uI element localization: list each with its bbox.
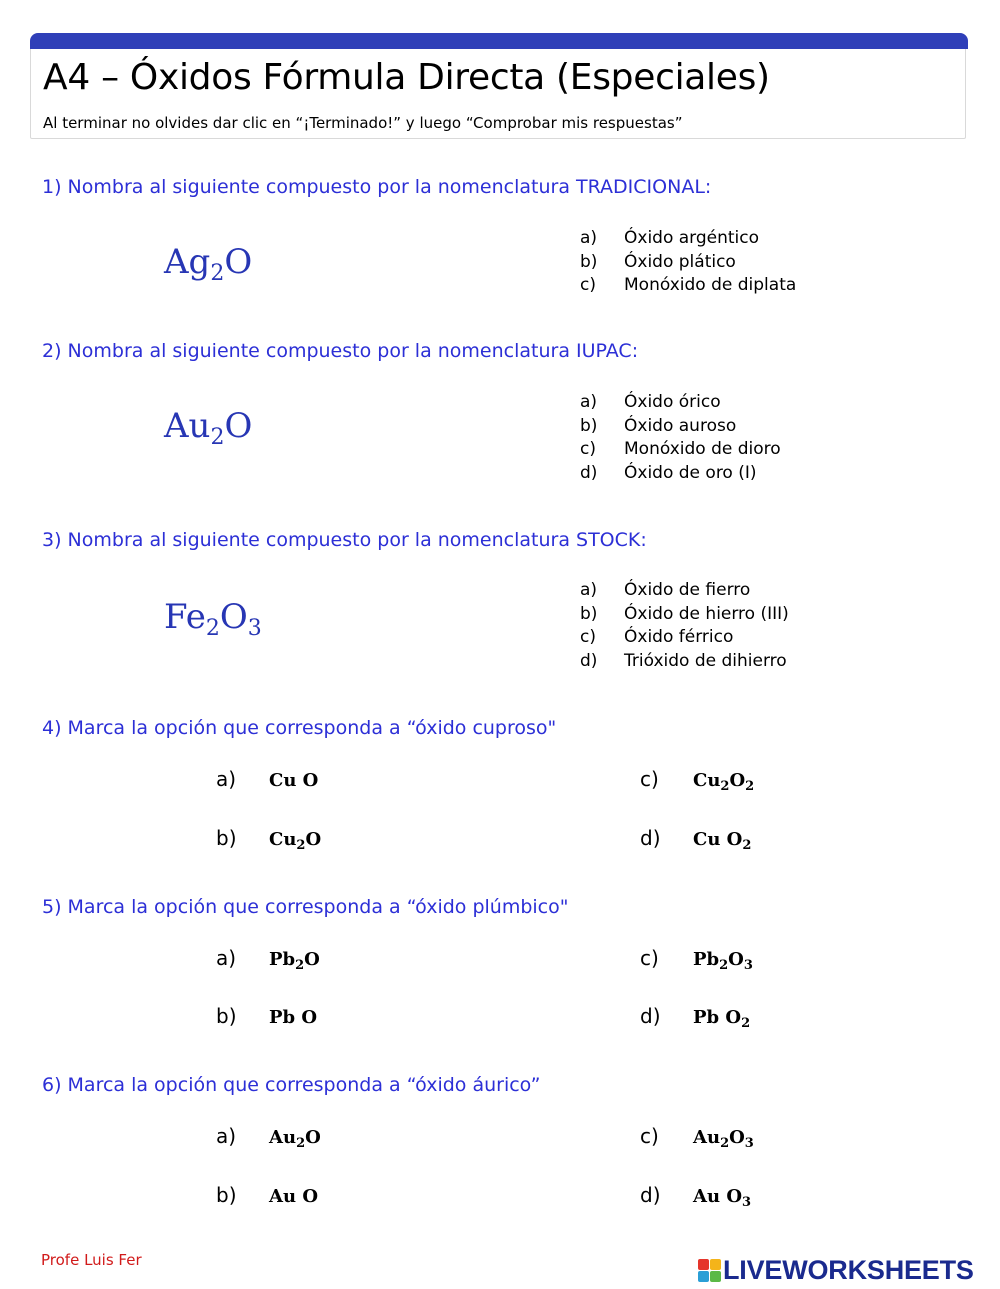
- question-1-formula: $Ag_2O$: [164, 242, 253, 286]
- question-4-prompt: 4) Marca la opción que corresponda a “óxido cuproso": [42, 717, 557, 739]
- question-1-option-b[interactable]: b) Óxido plático: [580, 251, 736, 272]
- question-2-option-a[interactable]: a) Óxido órico: [580, 392, 721, 412]
- question-2-option-b[interactable]: b) Óxido auroso: [580, 415, 737, 436]
- question-2-prompt: 2) Nombra al siguiente compuesto por la nomenclatura IUPAC:: [42, 340, 639, 362]
- question-5-choice-b[interactable]: b) Pb O: [216, 1004, 318, 1028]
- question-5-prompt: 5) Marca la opción que corresponda a “óxido plúmbico": [42, 896, 569, 918]
- question-3-option-b[interactable]: b) Óxido de hierro (III): [580, 603, 789, 624]
- question-2-formula: $Au_2O$: [164, 406, 253, 450]
- question-4-choice-c[interactable]: c) $Cu_2O_2$: [640, 767, 755, 794]
- page-subtitle: Al terminar no olvides dar clic en “¡Terminado!” y luego “Comprobar mis respuestas”: [43, 114, 683, 132]
- question-1-option-c[interactable]: c) Monóxido de diplata: [580, 275, 797, 295]
- question-3-option-a[interactable]: a) Óxido de fierro: [580, 580, 751, 600]
- question-6-prompt: 6) Marca la opción que corresponda a “óxido áurico”: [42, 1074, 541, 1096]
- question-5-choice-d[interactable]: d) Pb $O_2$: [640, 1004, 751, 1031]
- question-3-prompt: 3) Nombra al siguiente compuesto por la nomenclatura STOCK:: [42, 529, 647, 551]
- question-6-choice-b[interactable]: b) Au O: [216, 1183, 318, 1207]
- question-3-option-c[interactable]: c) Óxido férrico: [580, 627, 734, 647]
- question-5-choice-a[interactable]: a) $Pb_2O$: [216, 946, 320, 973]
- question-2-option-c[interactable]: c) Monóxido de dioro: [580, 439, 781, 459]
- question-2-option-d[interactable]: d) Óxido de oro (I): [580, 462, 757, 483]
- question-3-option-d[interactable]: d) Trióxido de dihierro: [580, 650, 787, 671]
- worksheet-header: [30, 33, 966, 139]
- liveworksheets-logo-icon: [698, 1259, 721, 1282]
- question-3-formula: $Fe_2O_3$: [164, 597, 262, 641]
- question-1-options: [580, 228, 796, 299]
- question-2-options: [580, 392, 781, 486]
- question-1-option-a[interactable]: a) Óxido argéntico: [580, 228, 760, 248]
- question-6-choice-a[interactable]: a) $Au_2O$: [216, 1124, 321, 1151]
- question-6-choice-d[interactable]: d) Au $O_3$: [640, 1183, 752, 1210]
- liveworksheets-logo-text: LIVEWORKSHEETS: [723, 1255, 974, 1285]
- page-title: A4 – Óxidos Fórmula Directa (Especiales): [43, 57, 770, 98]
- question-6-choice-c[interactable]: c) $Au_2O_3$: [640, 1124, 754, 1151]
- question-4-choice-b[interactable]: b) $Cu_2O$: [216, 826, 322, 853]
- author-credit: Profe Luis Fer: [41, 1251, 142, 1269]
- question-1-prompt: 1) Nombra al siguiente compuesto por la nomenclatura TRADICIONAL:: [42, 176, 712, 198]
- question-4-choice-a[interactable]: a) Cu O: [216, 767, 319, 791]
- question-5-choice-c[interactable]: c) $Pb_2O_3$: [640, 946, 753, 973]
- liveworksheets-logo: [698, 1255, 974, 1286]
- question-4-choice-d[interactable]: d) Cu $O_2$: [640, 826, 752, 853]
- header-accent-bar: [30, 33, 968, 49]
- question-3-options: [580, 580, 789, 674]
